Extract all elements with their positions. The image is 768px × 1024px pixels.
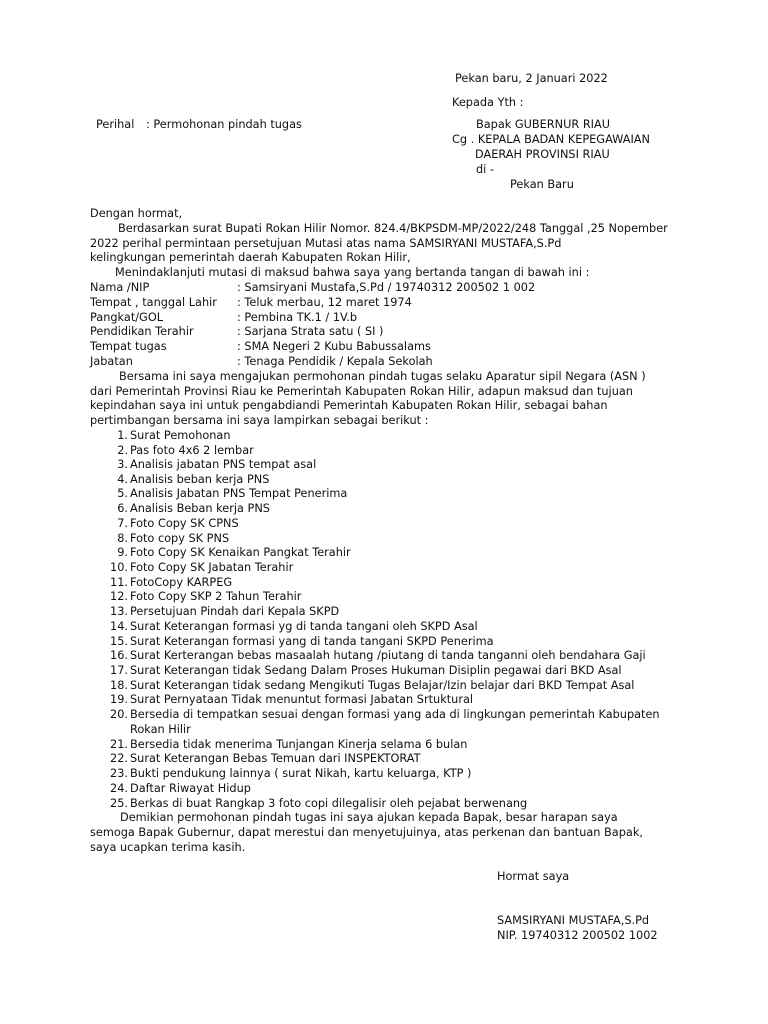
paragraph-line: kepindahan saya ini untuk pengabdiandi Pemerintah Kabupaten Rokan Hilir, sebagai bahan	[90, 399, 608, 412]
list-item-number: 6.	[117, 502, 128, 515]
list-item-number: 9.	[117, 546, 128, 559]
identity-value: : Pembina TK.1 / 1V.b	[237, 311, 358, 324]
list-item: Surat Pernyataan Tidak menuntut formasi Jabatan Srtuktural	[130, 693, 474, 706]
identity-value: : Teluk merbau, 12 maret 1974	[237, 296, 412, 309]
list-item: Pas foto 4x6 2 lembar	[130, 444, 254, 457]
recipient-line: di -	[476, 163, 494, 176]
paragraph-line: Bersama ini saya mengajukan permohonan pindah tugas selaku Aparatur sipil Negara (ASN )	[119, 370, 646, 383]
identity-value: : SMA Negeri 2 Kubu Babussalams	[237, 340, 431, 353]
list-item-number: 23.	[110, 767, 128, 780]
list-item: Daftar Riwayat Hidup	[130, 782, 251, 795]
paragraph-line: Menindaklanjuti mutasi di maksud bahwa saya yang bertanda tangan di bawah ini :	[115, 266, 590, 279]
list-item-number: 3.	[117, 458, 128, 471]
list-item-number: 17.	[110, 664, 128, 677]
signer-name: SAMSIRYANI MUSTAFA,S.Pd	[497, 914, 650, 927]
list-item-number: 11.	[110, 576, 128, 589]
list-item: Foto Copy SKP 2 Tahun Terahir	[130, 590, 302, 603]
signer-nip: NIP. 19740312 200502 1002	[497, 929, 658, 942]
list-item: Analisis beban kerja PNS	[130, 473, 270, 486]
list-item: Surat Keterangan tidak sedang Mengikuti Tugas Belajar/Izin belajar dari BKD Tempat Asal	[130, 679, 635, 692]
identity-label: Nama /NIP	[90, 281, 150, 294]
list-item: Persetujuan Pindah dari Kepala SKPD	[130, 605, 340, 618]
list-item-number: 14.	[110, 620, 128, 633]
list-item-number: 21.	[110, 738, 128, 751]
identity-label: Jabatan	[90, 355, 133, 368]
paragraph-line: Berdasarkan surat Bupati Rokan Hilir Nomor. 824.4/BKPSDM-MP/2022/248 Tanggal ,25 Nopember	[118, 222, 668, 235]
list-item-number: 15.	[110, 635, 128, 648]
identity-label: Tempat tugas	[90, 340, 167, 353]
list-item-number: 4.	[117, 473, 128, 486]
recipient-line: Cg . KEPALA BADAN KEPEGAWAIAN	[452, 133, 650, 146]
list-item-number: 19.	[110, 693, 128, 706]
list-item: Foto Copy SK Kenaikan Pangkat Terahir	[130, 546, 351, 559]
place-date: Pekan baru, 2 Januari 2022	[455, 72, 608, 85]
identity-value: : Sarjana Strata satu ( SI )	[237, 325, 384, 338]
list-item: Rokan Hilir	[130, 723, 191, 736]
list-item: Surat Pemohonan	[130, 429, 231, 442]
list-item: Bersedia di tempatkan sesuai dengan formasi yang ada di lingkungan pemerintah Kabupaten	[130, 708, 660, 721]
list-item: Bukti pendukung lainnya ( surat Nikah, kartu keluarga, KTP )	[130, 767, 472, 780]
list-item-number: 5.	[117, 487, 128, 500]
perihal-label: Perihal	[96, 118, 135, 131]
recipient-line: Bapak GUBERNUR RIAU	[476, 118, 610, 131]
salutation: Dengan hormat,	[90, 207, 183, 220]
list-item: FotoCopy KARPEG	[130, 576, 233, 589]
list-item-number: 25.	[110, 797, 128, 810]
list-item: Surat Keterangan formasi yang di tanda tangani SKPD Penerima	[130, 635, 494, 648]
list-item-number: 12.	[110, 590, 128, 603]
list-item: Analisis Beban kerja PNS	[130, 502, 270, 515]
recipient-line: DAERAH PROVINSI RIAU	[475, 148, 610, 161]
list-item: Surat Keterangan Bebas Temuan dari INSPEKTORAT	[130, 752, 421, 765]
paragraph-line: 2022 perihal permintaan persetujuan Mutasi atas nama SAMSIRYANI MUSTAFA,S.Pd	[90, 237, 562, 250]
list-item: Analisis Jabatan PNS Tempat Penerima	[130, 487, 348, 500]
paragraph-line: dari Pemerintah Provinsi Riau ke Pemerintah Kabupaten Rokan Hilir, adapun maksud dan tujuan	[90, 385, 633, 398]
paragraph-line: pertimbangan bersama ini saya lampirkan sebagai berikut :	[90, 414, 429, 427]
identity-value: : Tenaga Pendidik / Kepala Sekolah	[237, 355, 433, 368]
list-item-number: 7.	[117, 517, 128, 530]
list-item: Berkas di buat Rangkap 3 foto copi dilegalisir oleh pejabat berwenang	[130, 797, 528, 810]
identity-label: Pangkat/GOL	[90, 311, 163, 324]
list-item-number: 1.	[117, 429, 128, 442]
list-item: Foto Copy SK CPNS	[130, 517, 239, 530]
list-item: Surat Keterangan formasi yg di tanda tangani oleh SKPD Asal	[130, 620, 478, 633]
paragraph-line: Demikian permohonan pindah tugas ini saya ajukan kepada Bapak, besar harapan saya	[120, 811, 618, 824]
paragraph-line: saya ucapkan terima kasih.	[90, 841, 246, 854]
list-item-number: 10.	[110, 561, 128, 574]
list-item: Surat Kerterangan bebas masaalah hutang /piutang di tanda tanganni oleh bendahara Gaji	[130, 649, 646, 662]
list-item: Surat Keterangan tidak Sedang Dalam Proses Hukuman Disiplin pegawai dari BKD Asal	[130, 664, 622, 677]
identity-value: : Samsiryani Mustafa,S.Pd / 19740312 200502 1 002	[237, 281, 536, 294]
kepada-label: Kepada Yth :	[452, 96, 524, 109]
paragraph-line: kelingkungan pemerintah daerah Kabupaten Rokan Hilir,	[90, 251, 411, 264]
list-item: Foto Copy SK Jabatan Terahir	[130, 561, 294, 574]
list-item-number: 22.	[110, 752, 128, 765]
identity-label: Tempat , tanggal Lahir	[90, 296, 217, 309]
recipient-line: Pekan Baru	[510, 178, 574, 191]
list-item-number: 2.	[117, 444, 128, 457]
hormat-saya: Hormat saya	[497, 870, 570, 883]
paragraph-line: semoga Bapak Gubernur, dapat merestui dan menyetujuinya, atas perkenan dan bantuan Bapak,	[90, 826, 643, 839]
list-item: Bersedia tidak menerima Tunjangan Kinerja selama 6 bulan	[130, 738, 468, 751]
list-item-number: 8.	[117, 532, 128, 545]
perihal-value: : Permohonan pindah tugas	[146, 118, 302, 131]
list-item-number: 24.	[110, 782, 128, 795]
list-item-number: 16.	[110, 649, 128, 662]
list-item-number: 18.	[110, 679, 128, 692]
list-item: Foto copy SK PNS	[130, 532, 230, 545]
identity-label: Pendidikan Terahir	[90, 325, 194, 338]
list-item-number: 20.	[110, 708, 128, 721]
list-item: Analisis jabatan PNS tempat asal	[130, 458, 317, 471]
list-item-number: 13.	[110, 605, 128, 618]
